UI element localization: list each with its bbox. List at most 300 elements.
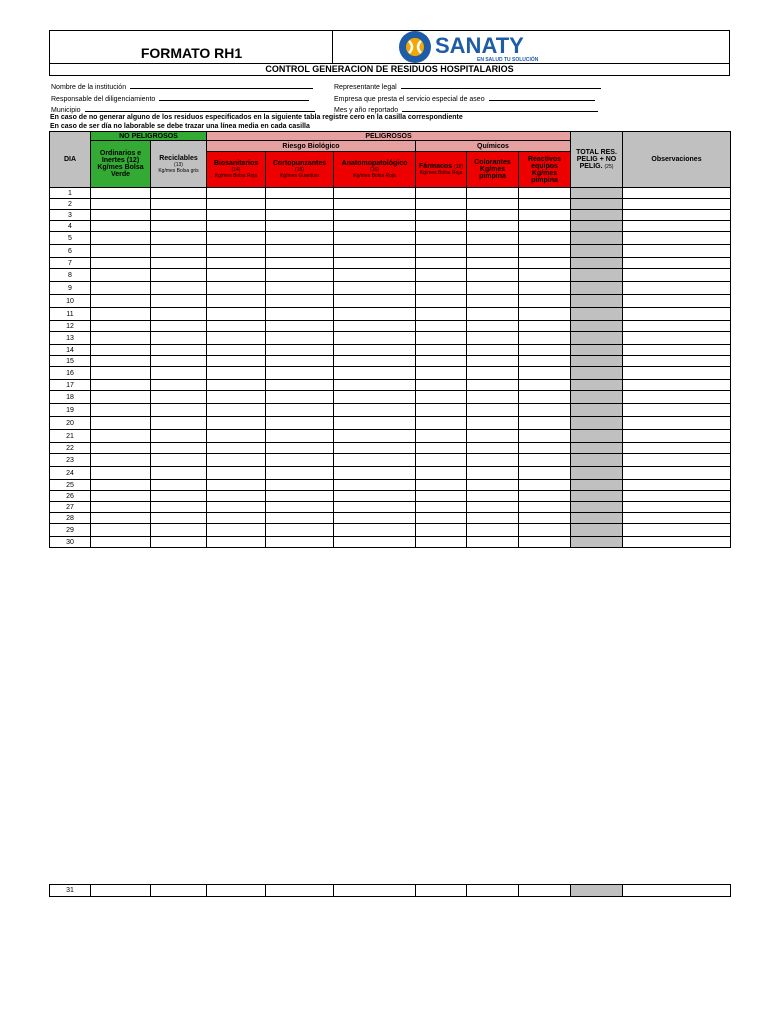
- cell-input[interactable]: [151, 430, 207, 443]
- cell-input[interactable]: [334, 380, 416, 391]
- cell-input[interactable]: [91, 502, 151, 513]
- cell-input[interactable]: [151, 321, 207, 332]
- cell-input[interactable]: [519, 537, 571, 548]
- cell-input[interactable]: [207, 269, 266, 282]
- cell-input[interactable]: [519, 232, 571, 245]
- cell-observaciones[interactable]: [623, 308, 731, 321]
- cell-input[interactable]: [91, 199, 151, 210]
- cell-input[interactable]: [416, 443, 467, 454]
- cell-input[interactable]: [467, 502, 519, 513]
- cell-observaciones[interactable]: [623, 417, 731, 430]
- cell-input[interactable]: [334, 258, 416, 269]
- cell-input[interactable]: [519, 885, 571, 897]
- cell-input[interactable]: [416, 404, 467, 417]
- cell-input[interactable]: [334, 308, 416, 321]
- cell-input[interactable]: [467, 367, 519, 380]
- cell-input[interactable]: [207, 367, 266, 380]
- cell-input[interactable]: [519, 321, 571, 332]
- cell-input[interactable]: [266, 467, 334, 480]
- cell-input[interactable]: [519, 282, 571, 295]
- cell-input[interactable]: [151, 491, 207, 502]
- cell-input[interactable]: [519, 391, 571, 404]
- cell-input[interactable]: [467, 356, 519, 367]
- cell-input[interactable]: [207, 417, 266, 430]
- cell-input[interactable]: [151, 245, 207, 258]
- cell-input[interactable]: [91, 391, 151, 404]
- cell-input[interactable]: [519, 345, 571, 356]
- cell-observaciones[interactable]: [623, 321, 731, 332]
- cell-input[interactable]: [416, 537, 467, 548]
- cell-input[interactable]: [207, 321, 266, 332]
- cell-observaciones[interactable]: [623, 537, 731, 548]
- cell-input[interactable]: [266, 502, 334, 513]
- cell-input[interactable]: [519, 221, 571, 232]
- cell-input[interactable]: [151, 513, 207, 524]
- cell-input[interactable]: [519, 513, 571, 524]
- cell-input[interactable]: [467, 491, 519, 502]
- day-number: 18: [50, 391, 91, 404]
- cell-input[interactable]: [266, 221, 334, 232]
- cell-input[interactable]: [266, 454, 334, 467]
- cell-input[interactable]: [207, 245, 266, 258]
- cell-input[interactable]: [467, 221, 519, 232]
- cell-input[interactable]: [519, 502, 571, 513]
- cell-observaciones[interactable]: [623, 188, 731, 199]
- cell-input[interactable]: [207, 188, 266, 199]
- cell-input[interactable]: [91, 380, 151, 391]
- cell-total: [571, 332, 623, 345]
- cell-input[interactable]: [519, 210, 571, 221]
- cell-input[interactable]: [207, 282, 266, 295]
- cell-input[interactable]: [416, 221, 467, 232]
- cell-input[interactable]: [467, 199, 519, 210]
- cell-input[interactable]: [416, 356, 467, 367]
- cell-input[interactable]: [334, 367, 416, 380]
- cell-input[interactable]: [416, 345, 467, 356]
- cell-input[interactable]: [416, 321, 467, 332]
- cell-input[interactable]: [416, 417, 467, 430]
- cell-input[interactable]: [519, 199, 571, 210]
- cell-input[interactable]: [91, 404, 151, 417]
- cell-input[interactable]: [416, 210, 467, 221]
- cell-input[interactable]: [91, 232, 151, 245]
- cell-input[interactable]: [266, 269, 334, 282]
- cell-input[interactable]: [207, 345, 266, 356]
- cell-input[interactable]: [334, 513, 416, 524]
- cell-input[interactable]: [266, 480, 334, 491]
- cell-input[interactable]: [519, 367, 571, 380]
- cell-input[interactable]: [416, 308, 467, 321]
- cell-input[interactable]: [334, 188, 416, 199]
- cell-input[interactable]: [91, 282, 151, 295]
- cell-input[interactable]: [91, 513, 151, 524]
- cell-input[interactable]: [266, 524, 334, 537]
- cell-input[interactable]: [266, 308, 334, 321]
- cell-input[interactable]: [416, 232, 467, 245]
- cell-input[interactable]: [416, 258, 467, 269]
- cell-input[interactable]: [207, 430, 266, 443]
- cell-input[interactable]: [91, 443, 151, 454]
- cell-input[interactable]: [334, 491, 416, 502]
- cell-input[interactable]: [91, 188, 151, 199]
- cell-input[interactable]: [151, 454, 207, 467]
- cell-input[interactable]: [334, 885, 416, 897]
- cell-input[interactable]: [334, 245, 416, 258]
- cell-input[interactable]: [334, 282, 416, 295]
- cell-observaciones[interactable]: [623, 430, 731, 443]
- cell-input[interactable]: [91, 480, 151, 491]
- cell-input[interactable]: [334, 232, 416, 245]
- cell-input[interactable]: [91, 454, 151, 467]
- cell-input[interactable]: [266, 321, 334, 332]
- cell-input[interactable]: [467, 454, 519, 467]
- cell-input[interactable]: [467, 480, 519, 491]
- cell-input[interactable]: [151, 188, 207, 199]
- cell-input[interactable]: [334, 502, 416, 513]
- cell-input[interactable]: [416, 491, 467, 502]
- cell-input[interactable]: [467, 443, 519, 454]
- cell-input[interactable]: [91, 467, 151, 480]
- cell-observaciones[interactable]: [623, 245, 731, 258]
- cell-input[interactable]: [519, 356, 571, 367]
- cell-input[interactable]: [416, 199, 467, 210]
- cell-input[interactable]: [207, 480, 266, 491]
- cell-input[interactable]: [416, 502, 467, 513]
- cell-input[interactable]: [334, 221, 416, 232]
- cell-input[interactable]: [416, 295, 467, 308]
- cell-input[interactable]: [467, 245, 519, 258]
- cell-input[interactable]: [519, 269, 571, 282]
- cell-input[interactable]: [207, 443, 266, 454]
- cell-input[interactable]: [91, 258, 151, 269]
- cell-input[interactable]: [266, 491, 334, 502]
- cell-input[interactable]: [334, 295, 416, 308]
- cell-input[interactable]: [334, 404, 416, 417]
- cell-input[interactable]: [334, 356, 416, 367]
- cell-observaciones[interactable]: [623, 443, 731, 454]
- cell-input[interactable]: [266, 513, 334, 524]
- cell-input[interactable]: [151, 356, 207, 367]
- cell-input[interactable]: [151, 295, 207, 308]
- cell-observaciones[interactable]: [623, 269, 731, 282]
- cell-input[interactable]: [91, 210, 151, 221]
- cell-input[interactable]: [207, 885, 266, 897]
- cell-input[interactable]: [91, 491, 151, 502]
- cell-total: [571, 232, 623, 245]
- cell-input[interactable]: [467, 380, 519, 391]
- cell-input[interactable]: [519, 443, 571, 454]
- cell-input[interactable]: [207, 513, 266, 524]
- cell-input[interactable]: [266, 537, 334, 548]
- cell-observaciones[interactable]: [623, 367, 731, 380]
- cell-input[interactable]: [266, 356, 334, 367]
- cell-input[interactable]: [91, 332, 151, 345]
- cell-input[interactable]: [519, 258, 571, 269]
- cell-input[interactable]: [207, 232, 266, 245]
- cell-input[interactable]: [266, 258, 334, 269]
- cell-input[interactable]: [266, 199, 334, 210]
- cell-input[interactable]: [91, 537, 151, 548]
- cell-observaciones[interactable]: [623, 513, 731, 524]
- cell-input[interactable]: [416, 885, 467, 897]
- cell-input[interactable]: [151, 885, 207, 897]
- cell-input[interactable]: [416, 430, 467, 443]
- cell-input[interactable]: [91, 356, 151, 367]
- cell-input[interactable]: [151, 467, 207, 480]
- cell-input[interactable]: [467, 258, 519, 269]
- cell-input[interactable]: [334, 345, 416, 356]
- cell-input[interactable]: [266, 404, 334, 417]
- cell-input[interactable]: [467, 210, 519, 221]
- cell-input[interactable]: [416, 513, 467, 524]
- cell-input[interactable]: [416, 380, 467, 391]
- cell-input[interactable]: [266, 232, 334, 245]
- cell-observaciones[interactable]: [623, 232, 731, 245]
- cell-input[interactable]: [91, 295, 151, 308]
- cell-input[interactable]: [519, 295, 571, 308]
- day-number: 30: [50, 537, 91, 548]
- cell-input[interactable]: [266, 367, 334, 380]
- cell-observaciones[interactable]: [623, 380, 731, 391]
- cell-input[interactable]: [416, 454, 467, 467]
- cell-input[interactable]: [266, 430, 334, 443]
- cell-input[interactable]: [334, 430, 416, 443]
- cell-input[interactable]: [207, 380, 266, 391]
- cell-input[interactable]: [416, 188, 467, 199]
- cell-input[interactable]: [334, 332, 416, 345]
- cell-input[interactable]: [91, 245, 151, 258]
- cell-input[interactable]: [207, 454, 266, 467]
- cell-input[interactable]: [416, 524, 467, 537]
- cell-observaciones[interactable]: [623, 210, 731, 221]
- cell-input[interactable]: [91, 430, 151, 443]
- cell-input[interactable]: [519, 245, 571, 258]
- cell-observaciones[interactable]: [623, 282, 731, 295]
- cell-total: [571, 269, 623, 282]
- col-reactivos: Reactivos equipos Kg/mes pimpina: [519, 152, 571, 188]
- cell-input[interactable]: [266, 245, 334, 258]
- cell-input[interactable]: [467, 417, 519, 430]
- cell-input[interactable]: [266, 443, 334, 454]
- cell-input[interactable]: [416, 282, 467, 295]
- field-institucion-line[interactable]: [130, 81, 313, 89]
- cell-input[interactable]: [207, 258, 266, 269]
- cell-input[interactable]: [519, 380, 571, 391]
- cell-input[interactable]: [151, 258, 207, 269]
- cell-input[interactable]: [91, 345, 151, 356]
- cell-input[interactable]: [91, 321, 151, 332]
- field-representante-line[interactable]: [401, 81, 601, 89]
- cell-input[interactable]: [91, 367, 151, 380]
- cell-input[interactable]: [151, 524, 207, 537]
- table-row: [50, 345, 731, 356]
- cell-input[interactable]: [207, 308, 266, 321]
- cell-input[interactable]: [467, 188, 519, 199]
- cell-input[interactable]: [266, 210, 334, 221]
- cell-observaciones[interactable]: [623, 345, 731, 356]
- cell-input[interactable]: [519, 308, 571, 321]
- cell-input[interactable]: [467, 332, 519, 345]
- cell-observaciones[interactable]: [623, 221, 731, 232]
- cell-input[interactable]: [334, 480, 416, 491]
- cell-input[interactable]: [207, 491, 266, 502]
- cell-input[interactable]: [266, 391, 334, 404]
- cell-input[interactable]: [519, 188, 571, 199]
- cell-input[interactable]: [334, 210, 416, 221]
- field-mes-line[interactable]: [402, 104, 598, 112]
- cell-input[interactable]: [334, 524, 416, 537]
- cell-input[interactable]: [467, 524, 519, 537]
- cell-input[interactable]: [207, 210, 266, 221]
- cell-input[interactable]: [467, 537, 519, 548]
- cell-observaciones[interactable]: [623, 454, 731, 467]
- cell-input[interactable]: [519, 332, 571, 345]
- cell-observaciones[interactable]: [623, 295, 731, 308]
- cell-input[interactable]: [266, 295, 334, 308]
- cell-input[interactable]: [334, 391, 416, 404]
- cell-observaciones[interactable]: [623, 467, 731, 480]
- table-row: [50, 258, 731, 269]
- cell-input[interactable]: [266, 417, 334, 430]
- cell-input[interactable]: [467, 345, 519, 356]
- cell-input[interactable]: [416, 391, 467, 404]
- cell-total: [571, 491, 623, 502]
- cell-input[interactable]: [207, 332, 266, 345]
- cell-input[interactable]: [467, 321, 519, 332]
- table-row: [50, 332, 731, 345]
- cell-input[interactable]: [151, 232, 207, 245]
- day-number: 29: [50, 524, 91, 537]
- cell-input[interactable]: [467, 232, 519, 245]
- cell-input[interactable]: [334, 454, 416, 467]
- cell-observaciones[interactable]: [623, 332, 731, 345]
- cell-observaciones[interactable]: [623, 885, 731, 897]
- cell-input[interactable]: [467, 513, 519, 524]
- cell-input[interactable]: [91, 308, 151, 321]
- cell-total: [571, 454, 623, 467]
- cell-observaciones[interactable]: [623, 391, 731, 404]
- cell-input[interactable]: [266, 380, 334, 391]
- cell-input[interactable]: [207, 537, 266, 548]
- cell-input[interactable]: [151, 480, 207, 491]
- cell-input[interactable]: [91, 417, 151, 430]
- cell-input[interactable]: [207, 221, 266, 232]
- cell-input[interactable]: [334, 321, 416, 332]
- cell-input[interactable]: [416, 367, 467, 380]
- cell-input[interactable]: [151, 404, 207, 417]
- cell-input[interactable]: [151, 282, 207, 295]
- cell-observaciones[interactable]: [623, 524, 731, 537]
- cell-input[interactable]: [467, 391, 519, 404]
- cell-observaciones[interactable]: [623, 258, 731, 269]
- cell-input[interactable]: [207, 502, 266, 513]
- cell-input[interactable]: [207, 356, 266, 367]
- cell-input[interactable]: [334, 537, 416, 548]
- cell-input[interactable]: [519, 404, 571, 417]
- cell-input[interactable]: [467, 404, 519, 417]
- cell-observaciones[interactable]: [623, 502, 731, 513]
- cell-input[interactable]: [91, 524, 151, 537]
- field-municipio-line[interactable]: [85, 104, 315, 112]
- cell-observaciones[interactable]: [623, 480, 731, 491]
- cell-input[interactable]: [519, 480, 571, 491]
- field-empresa-line[interactable]: [489, 93, 595, 101]
- cell-input[interactable]: [151, 269, 207, 282]
- cell-input[interactable]: [207, 391, 266, 404]
- cell-input[interactable]: [207, 295, 266, 308]
- cell-input[interactable]: [266, 885, 334, 897]
- cell-observaciones[interactable]: [623, 491, 731, 502]
- cell-input[interactable]: [467, 269, 519, 282]
- cell-input[interactable]: [151, 221, 207, 232]
- cell-input[interactable]: [151, 199, 207, 210]
- cell-input[interactable]: [151, 502, 207, 513]
- cell-input[interactable]: [151, 391, 207, 404]
- cell-input[interactable]: [151, 367, 207, 380]
- cell-input[interactable]: [334, 269, 416, 282]
- cell-input[interactable]: [151, 345, 207, 356]
- cell-input[interactable]: [519, 524, 571, 537]
- cell-input[interactable]: [519, 467, 571, 480]
- cell-input[interactable]: [416, 269, 467, 282]
- cell-input[interactable]: [416, 245, 467, 258]
- cell-input[interactable]: [151, 380, 207, 391]
- cell-input[interactable]: [91, 221, 151, 232]
- cell-input[interactable]: [467, 885, 519, 897]
- cell-input[interactable]: [519, 430, 571, 443]
- cell-input[interactable]: [467, 282, 519, 295]
- cell-input[interactable]: [266, 282, 334, 295]
- day-number: 19: [50, 404, 91, 417]
- cell-input[interactable]: [519, 491, 571, 502]
- cell-input[interactable]: [207, 404, 266, 417]
- cell-input[interactable]: [519, 454, 571, 467]
- cell-input[interactable]: [151, 417, 207, 430]
- cell-input[interactable]: [416, 480, 467, 491]
- cell-observaciones[interactable]: [623, 404, 731, 417]
- table-row: [50, 480, 731, 491]
- cell-input[interactable]: [467, 308, 519, 321]
- cell-input[interactable]: [467, 430, 519, 443]
- cell-input[interactable]: [334, 443, 416, 454]
- cell-input[interactable]: [467, 467, 519, 480]
- cell-input[interactable]: [151, 332, 207, 345]
- cell-input[interactable]: [266, 332, 334, 345]
- cell-input[interactable]: [91, 269, 151, 282]
- cell-observaciones[interactable]: [623, 356, 731, 367]
- cell-input[interactable]: [91, 885, 151, 897]
- cell-input[interactable]: [151, 443, 207, 454]
- cell-input[interactable]: [519, 417, 571, 430]
- cell-input[interactable]: [416, 332, 467, 345]
- cell-input[interactable]: [207, 199, 266, 210]
- field-responsable-line[interactable]: [159, 93, 309, 101]
- cell-input[interactable]: [334, 467, 416, 480]
- cell-input[interactable]: [266, 188, 334, 199]
- cell-input[interactable]: [334, 417, 416, 430]
- cell-input[interactable]: [207, 467, 266, 480]
- cell-input[interactable]: [467, 295, 519, 308]
- cell-input[interactable]: [207, 524, 266, 537]
- cell-observaciones[interactable]: [623, 199, 731, 210]
- cell-input[interactable]: [151, 537, 207, 548]
- cell-input[interactable]: [151, 210, 207, 221]
- cell-input[interactable]: [334, 199, 416, 210]
- cell-input[interactable]: [151, 308, 207, 321]
- cell-input[interactable]: [416, 467, 467, 480]
- cell-input[interactable]: [266, 345, 334, 356]
- day-number: 26: [50, 491, 91, 502]
